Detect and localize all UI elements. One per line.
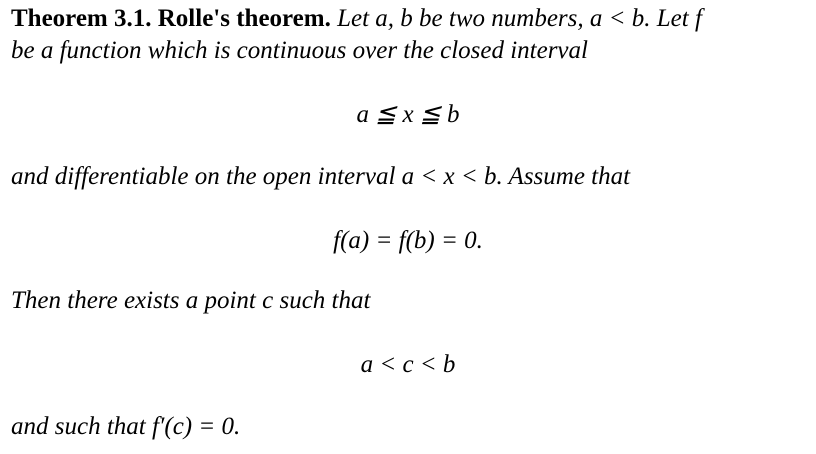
theorem-label: Theorem 3.1. (11, 5, 152, 32)
equation-interval-closed: a ≦ x ≦ b (356, 101, 460, 128)
equation-boundary-values: f(a) = f(b) = 0. (333, 227, 483, 254)
theorem-first-line (11, 4, 702, 34)
theorem-name: Rolle's theorem. (157, 5, 331, 32)
theorem-line1-text: Let a, b be two numbers, a < b. Let f (337, 5, 702, 32)
theorem-line2: be a function which is continuous over the closed interval (11, 37, 588, 64)
theorem-line5: and such that f′(c) = 0. (11, 413, 241, 440)
equation-point-interval: a < c < b (360, 351, 456, 378)
theorem-line4: Then there exists a point c such that (11, 287, 371, 314)
theorem-line3: and differentiable on the open interval a < x < b. Assume that (11, 163, 631, 190)
